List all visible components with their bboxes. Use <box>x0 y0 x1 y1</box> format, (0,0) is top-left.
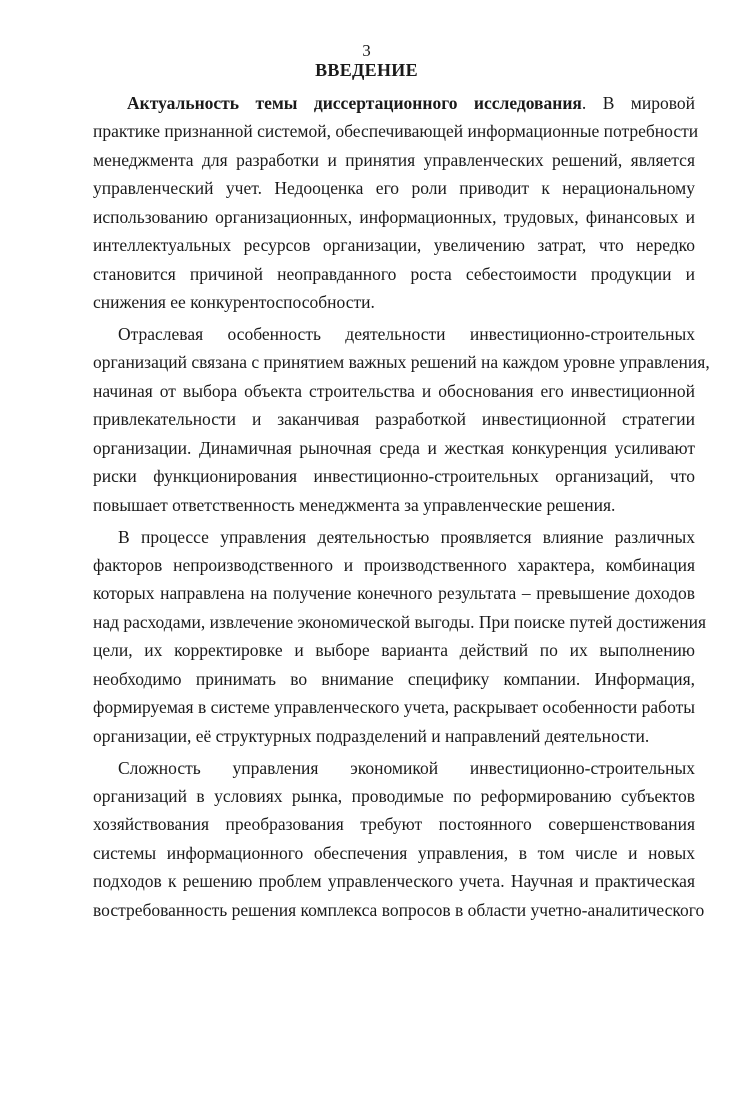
text-line: организаций связана с принятием важных решений на каждом уровне управления, <box>93 352 710 373</box>
text-line: управленческий учет. Недооценка его роли приводит к нерациональному <box>93 178 695 199</box>
text-line: над расходами, извлечение экономической выгоды. При поиске путей достижения <box>93 611 706 632</box>
text-line: организаций в условиях рынка, проводимые по реформированию субъектов <box>93 786 695 806</box>
text-line: организации. Динамичная рыночная среда и жесткая конкуренция усиливают <box>93 437 695 458</box>
text-line: системы информационного обеспечения управления, в том числе и новых <box>93 842 695 863</box>
paragraph <box>93 754 705 925</box>
text-line: Отраслевая особенность деятельности инвестиционно-строительных <box>118 324 695 344</box>
text-line: риски функционирования инвестиционно-строительных организаций, что <box>93 466 695 487</box>
text-line: интеллектуальных ресурсов организации, увеличению затрат, что нередко <box>93 235 695 256</box>
bold-lead-text: Актуальность темы диссертационного исследования <box>127 93 582 113</box>
text-line: практике признанной системой, обеспечивающей информационные потребности <box>93 121 699 142</box>
page-number: 3 <box>362 41 371 60</box>
text-line: необходимо принимать во внимание специфику компании. Информация, <box>93 668 695 689</box>
text-line: востребованность решения комплекса вопросов в области учетно-аналитического <box>93 899 705 920</box>
text-line: снижения ее конкурентоспособности. <box>93 292 375 313</box>
section-title: ВВЕДЕНИЕ <box>315 60 418 80</box>
text-line <box>93 89 695 117</box>
text-line: хозяйствования преобразования требуют постоянного совершенствования <box>93 814 695 835</box>
text-line: повышает ответственность менеджмента за управленческие решения. <box>93 494 616 515</box>
document-body <box>93 89 710 928</box>
text-line: Сложность управления экономикой инвестиционно-строительных <box>118 757 695 778</box>
text-line: формируемая в системе управленческого учета, раскрывает особенности работы <box>93 697 695 718</box>
text-line: менеджмента для разработки и принятия управленческих решений, является <box>93 149 695 170</box>
text-line: становится причиной неоправданного роста себестоимости продукции и <box>93 263 695 284</box>
text-line: факторов непроизводственного и производственного характера, комбинация <box>93 555 695 575</box>
paragraph <box>93 89 699 317</box>
paragraph <box>93 523 706 751</box>
text-line: В процессе управления деятельностью проявляется влияние различных <box>118 526 695 547</box>
text-line: начиная от выбора объекта строительства и обоснования его инвестиционной <box>93 380 695 401</box>
text-line: цели, их корректировке и выборе варианта действий по их выполнению <box>93 640 695 661</box>
text-line: подходов к решению проблем управленческого учета. Научная и практическая <box>93 871 695 892</box>
text-line: организации, её структурных подразделений и направлений деятельности. <box>93 725 650 746</box>
line-text: . В мировой <box>581 93 695 113</box>
text-line: использованию организационных, информационных, трудовых, финансовых и <box>93 206 695 227</box>
text-line: которых направлена на получение конечного результата – превышение доходов <box>93 583 695 604</box>
paragraph <box>93 320 710 519</box>
text-line: привлекательности и заканчивая разработкой инвестиционной стратегии <box>93 409 695 430</box>
